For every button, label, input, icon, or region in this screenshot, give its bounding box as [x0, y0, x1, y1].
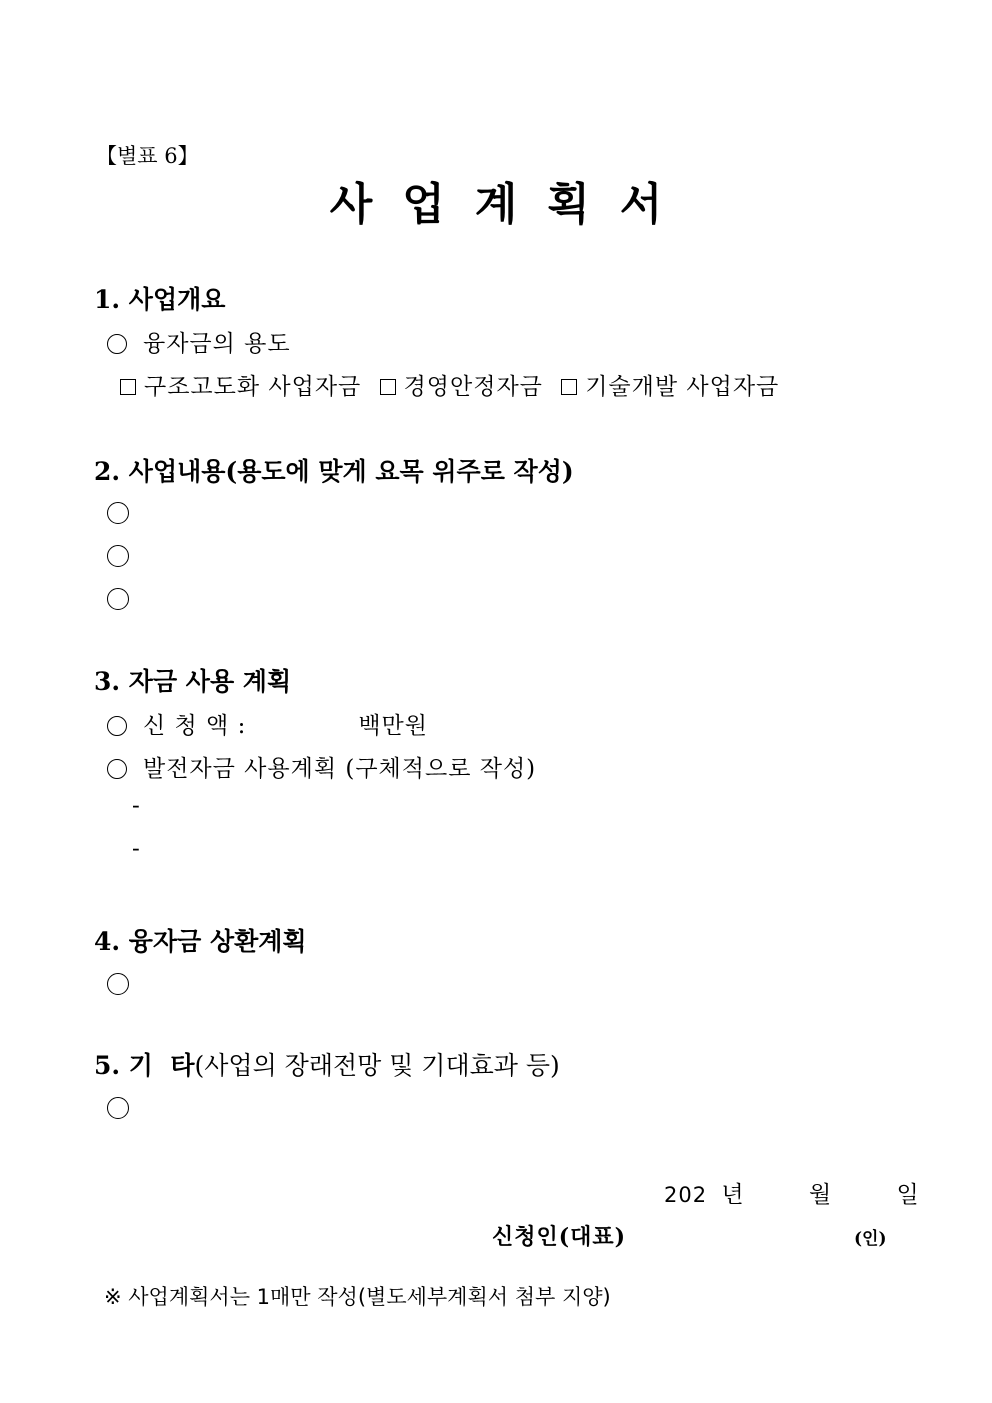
- loan-purpose-label: 융자금의 용도: [143, 331, 291, 357]
- date-month-label: 월: [808, 1182, 833, 1208]
- date-year-label: 년: [721, 1182, 745, 1208]
- circle-bullet-icon: [107, 502, 129, 524]
- loan-purpose-options: [120, 368, 789, 401]
- date-line: [664, 1176, 920, 1209]
- option-tech[interactable]: 기술개발 사업자금: [561, 374, 779, 400]
- requested-amount-label: 신 청 액 :: [143, 713, 247, 739]
- requested-amount-row: [107, 707, 428, 740]
- circle-bullet-icon: [107, 588, 129, 610]
- fund-plan-label: 발전자금 사용계획 (구체적으로 작성): [143, 756, 537, 782]
- footnote: ※ 사업계획서는 1매만 작성(별도세부계획서 첨부 지양): [104, 1285, 611, 1309]
- section-2-heading: 2. 사업내용(용도에 맞게 요목 위주로 작성): [94, 457, 574, 486]
- section-5-heading: [94, 1046, 560, 1082]
- option-structure[interactable]: 구조고도화 사업자금: [120, 374, 361, 400]
- section-5-title: 5. 기 타: [94, 1051, 195, 1080]
- applicant-label: 신청인(대표): [492, 1224, 627, 1250]
- seal-mark: (인): [854, 1229, 887, 1249]
- circle-bullet-icon: [107, 1097, 129, 1119]
- dash-item: -: [132, 793, 141, 819]
- circle-bullet-icon: [107, 716, 127, 736]
- circle-bullet-icon: [107, 334, 127, 354]
- section-5-subtitle: (사업의 장래전망 및 기대효과 등): [194, 1051, 560, 1080]
- fund-plan-row: [107, 750, 536, 783]
- page-title: 사업계획서: [329, 179, 693, 230]
- circle-bullet-icon: [107, 973, 129, 995]
- amount-unit: 백만원: [358, 713, 428, 739]
- section-4-heading: 4. 융자금 상환계획: [94, 927, 307, 956]
- section-1-heading: 1. 사업개요: [94, 285, 226, 314]
- circle-bullet-icon: [107, 759, 127, 779]
- date-day-label: 일: [896, 1182, 920, 1208]
- section-3-heading: 3. 자금 사용 계획: [94, 667, 292, 696]
- section-1-item: [107, 325, 291, 358]
- checkbox-icon[interactable]: [561, 379, 577, 395]
- annex-label: 【별표 6】: [96, 144, 199, 168]
- circle-bullet-icon: [107, 545, 129, 567]
- checkbox-icon[interactable]: [120, 379, 136, 395]
- checkbox-icon[interactable]: [380, 379, 396, 395]
- date-year-prefix: 202: [664, 1183, 708, 1207]
- option-stability[interactable]: 경영안정자금: [380, 374, 543, 400]
- dash-item: -: [132, 836, 141, 862]
